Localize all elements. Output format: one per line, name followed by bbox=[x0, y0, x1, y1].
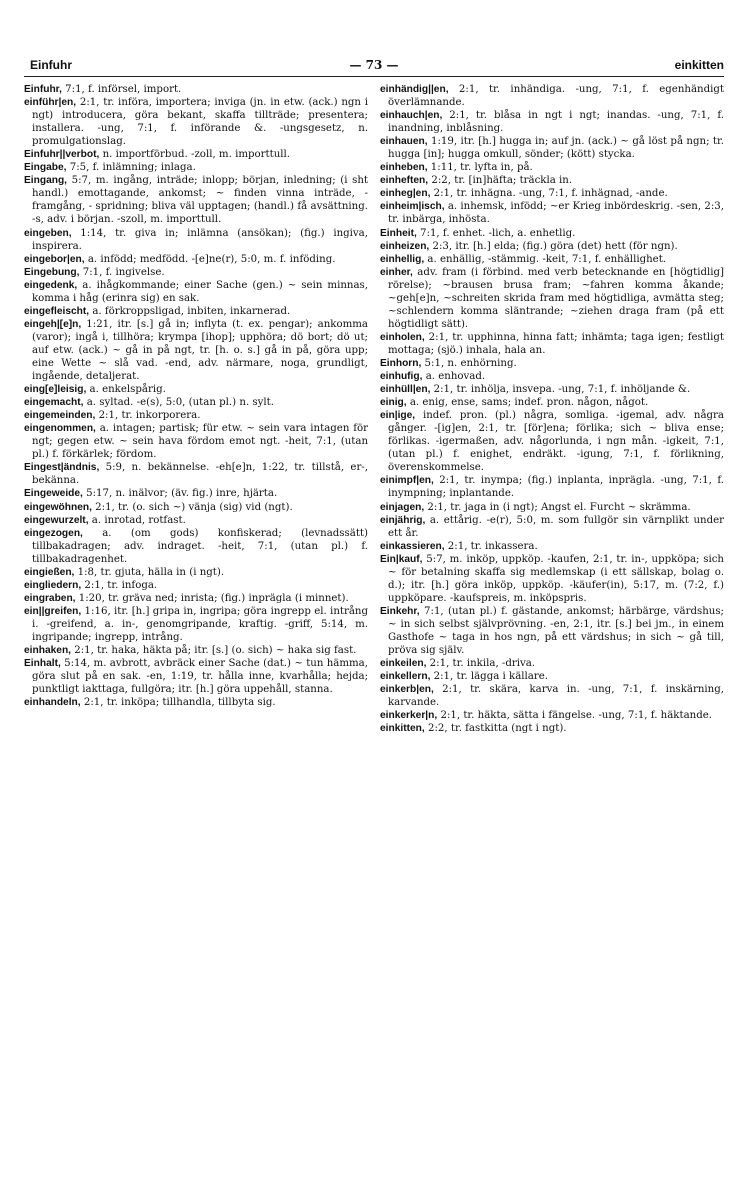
entry-headword: einheg|en, bbox=[380, 188, 431, 200]
entry-definition: a. enhällig, -stämmig. -keit, 7:1, f. enhällighet. bbox=[424, 253, 667, 265]
entry-definition: 7:1, f. enhet. -lich, a. enhetlig. bbox=[416, 227, 576, 239]
entry-definition: a. ettårig. -e(r), 5:0, m. som fullgör sin värnplikt under ett år. bbox=[388, 514, 724, 539]
dictionary-entry bbox=[380, 240, 724, 253]
entry-definition: a. syltad. -e(s), 5:0, (utan pl.) n. sylt. bbox=[83, 397, 274, 409]
entry-definition: a. inhemsk, infödd; ~er Krieg inbördeskrig. -sen, 2:3, tr. inbärga, inhösta. bbox=[388, 201, 724, 226]
entry-headword: einkellern, bbox=[380, 671, 431, 683]
dictionary-entry bbox=[24, 96, 368, 148]
entry-definition: 1:14, tr. giva in; inlämna (ansökan); (fig.) ingiva, inspirera. bbox=[32, 227, 368, 252]
entry-definition: indef. pron. (pl.) några, somliga. -igemal, adv. några gånger. -[ig]en, 2:1, tr. [för]ena; förlika; sich ~ bliva ense; förlikas. -igermaßen, adv. någorlunda, i ngn mån. -igkeit, 7:1, (utan pl.) f. enighet, endräkt. -igung, 7:1, f. förlikning, överenskommelse. bbox=[388, 410, 724, 474]
entry-headword: Ein|kauf, bbox=[380, 553, 423, 565]
entry-headword: einhaken, bbox=[24, 645, 71, 657]
entry-definition: 2:1, tr. inympa; (fig.) inplanta, inprägla. -ung, 7:1, f. inympning; inplantande. bbox=[388, 475, 724, 500]
entry-headword: eing[e]leisig, bbox=[24, 384, 87, 396]
entry-definition: 2:3, itr. [h.] elda; (fig.) göra (det) hett (för ngn). bbox=[429, 240, 678, 252]
entry-headword: Eingebung, bbox=[24, 266, 80, 278]
entry-headword: einhellig, bbox=[380, 253, 425, 265]
entry-headword: eingraben, bbox=[24, 592, 76, 604]
dictionary-entry bbox=[380, 370, 724, 383]
dictionary-entry bbox=[24, 266, 368, 279]
entry-headword: Eingeweide, bbox=[24, 488, 83, 500]
entry-headword: eingewöhnen, bbox=[24, 501, 92, 513]
entry-headword: einkerb|en, bbox=[380, 684, 434, 696]
entry-definition: 7:1, f. ingivelse. bbox=[79, 266, 165, 278]
dictionary-entry bbox=[24, 409, 368, 422]
entry-headword: einimpf|en, bbox=[380, 475, 434, 487]
dictionary-entry bbox=[24, 461, 368, 487]
entry-definition: 2:1, tr. inköpa; tillhandla, tillbyta sig. bbox=[80, 697, 276, 709]
entry-headword: einig, bbox=[380, 397, 407, 409]
dictionary-entry bbox=[24, 318, 368, 383]
entry-definition: 5:17, n. inälvor; (äv. fig.) inre, hjärta. bbox=[82, 488, 278, 500]
entry-definition: 2:1, tr. inhägna. -ung, 7:1, f. inhägnad, -ande. bbox=[430, 188, 668, 200]
dictionary-entry bbox=[24, 501, 368, 514]
dictionary-entry bbox=[24, 227, 368, 253]
entry-definition: 7:1, (utan pl.) f. gästande, ankomst; härbärge, värdshus; ~ in sich selbst självprövning. -en, 2:1, itr. [s.] bei jm., in einem Gasthofe ~ taga in hos ngn, på ett värdshus; in sich ~ gå till, pröva sig själv. bbox=[388, 605, 724, 657]
left-column bbox=[24, 83, 368, 735]
right-column bbox=[380, 83, 724, 735]
entry-headword: eingebor|en, bbox=[24, 253, 85, 265]
entry-definition: adv. fram (i förbind. med verb betecknande en [högtidlig] rörelse); ~brausen brusa fram; ~fahren komma åkande; ~geh[e]n, ~schreiten skrida fram med högtidliga, avmätta steg; ~schlendern komma släntrande; ~ziehen draga fram (på ett högtidligt sätt). bbox=[388, 266, 724, 330]
entry-definition: 2:1, tr. inhölja, insvepa. -ung, 7:1, f. inhöljande &. bbox=[430, 384, 691, 396]
entry-headword: eingemeinden, bbox=[24, 410, 96, 422]
entry-headword: ein|ige, bbox=[380, 410, 416, 422]
dictionary-entry bbox=[380, 514, 724, 540]
dictionary-entry bbox=[24, 644, 368, 657]
entry-definition: a. enig, ense, sams; indef. pron. någon, något. bbox=[406, 397, 649, 409]
entry-definition: 5:7, m. ingång, inträde; inlopp; början, inledning; (i sht handl.) emottagande, ankomst; ~ finden vinna inträde, - framgång, - spridning; bliva väl upptagen; (handl.) få avsättning. -s, adv. i början. -szoll, m. importtull. bbox=[32, 175, 368, 226]
entry-headword: eingliedern, bbox=[24, 579, 82, 591]
dictionary-entry bbox=[24, 279, 368, 305]
dictionary-entry bbox=[24, 514, 368, 527]
entry-definition: 2:1, tr. inkassera. bbox=[444, 540, 538, 552]
entry-definition: a. ihågkommande; einer Sache (gen.) ~ sein minnas, komma i håg (erinra sig) en sak. bbox=[32, 279, 368, 304]
entry-headword: eingefleischt, bbox=[24, 305, 90, 317]
entry-headword: eingewurzelt, bbox=[24, 514, 89, 526]
page-number: — 73 — bbox=[349, 58, 399, 72]
entry-definition: 7:5, f. inlämning; inlaga. bbox=[66, 162, 196, 174]
entry-definition: 2:1, tr. infoga. bbox=[81, 579, 158, 591]
entry-headword: einheften, bbox=[380, 175, 429, 187]
dictionary-entry bbox=[380, 683, 724, 709]
dictionary-entry bbox=[24, 383, 368, 396]
entry-headword: Eingabe, bbox=[24, 162, 67, 174]
entry-definition: 2:1, tr. inkila, -driva. bbox=[426, 658, 536, 670]
dictionary-entry bbox=[380, 331, 724, 357]
dictionary-entry bbox=[24, 657, 368, 696]
dictionary-entry bbox=[24, 396, 368, 409]
dictionary-entry bbox=[24, 487, 368, 500]
entry-definition: 2:1, tr. införa, importera; inviga (jn. in etw. (ack.) ngn i ngt) introducera, göra bekant, skaffa tillträde; presentera; installera. -ung, 7:1, f. införande &. -ungsgesetz, n. promulgationslag. bbox=[32, 97, 368, 148]
entry-definition: a. förkroppsligad, inbiten, inkarnerad. bbox=[89, 305, 291, 317]
entry-definition: 2:1, tr. (o. sich ~) vänja (sig) vid (ngt). bbox=[91, 501, 293, 513]
entry-headword: eingezogen, bbox=[24, 527, 83, 539]
entry-definition: a. enhovad. bbox=[422, 371, 486, 383]
page-header bbox=[24, 58, 724, 77]
entry-headword: Eingest|ändnis, bbox=[24, 462, 100, 474]
entry-definition: 5:7, m. inköp, uppköp. -kaufen, 2:1, tr. in-, uppköpa; sich ~ för betalning skaffa sig medlemskap (i ett sällskap, bolag o. d.); itr. [h.] göra inköp, uppköp. -käufer(in), 5:17, m. (7:2, f.) uppköpare. -kaufspreis, m. inköpspris. bbox=[388, 553, 724, 604]
dictionary-entry bbox=[380, 109, 724, 135]
entry-headword: einhauch|en, bbox=[380, 110, 443, 122]
entry-definition: 2:1, tr. upphinna, hinna fatt; inhämta; taga igen; festligt mottaga; (sjö.) inhala, hala an. bbox=[388, 331, 724, 356]
entry-headword: einjährig, bbox=[380, 514, 426, 526]
entry-headword: einkeilen, bbox=[380, 658, 427, 670]
dictionary-entry bbox=[380, 657, 724, 670]
dictionary-entry bbox=[380, 266, 724, 331]
dictionary-entry bbox=[24, 174, 368, 226]
entry-headword: eingießen, bbox=[24, 566, 75, 578]
entry-definition: 5:9, n. bekännelse. -eh[e]n, 1:22, tr. tillstå, er-, bekänna. bbox=[32, 462, 368, 487]
dictionary-entry bbox=[24, 592, 368, 605]
entry-definition: 7:1, f. införsel, import. bbox=[61, 84, 182, 95]
entry-definition: 2:1, tr. häkta, sätta i fängelse. -ung, 7:1, f. häktande. bbox=[437, 710, 712, 722]
entry-headword: einhändig||en, bbox=[380, 84, 449, 95]
dictionary-entry bbox=[24, 527, 368, 566]
entry-definition: 2:1, tr. skära, karva in. -ung, 7:1, f. inskärning, karvande. bbox=[388, 684, 724, 709]
dictionary-entry bbox=[24, 83, 368, 96]
dictionary-entry bbox=[380, 553, 724, 605]
dictionary-entry bbox=[24, 696, 368, 709]
entry-definition: 2:1, tr. jaga in (i ngt); Angst el. Furcht ~ skrämma. bbox=[424, 501, 691, 513]
entry-headword: einkitten, bbox=[380, 723, 425, 735]
dictionary-entry bbox=[380, 227, 724, 240]
entry-headword: einhandeln, bbox=[24, 697, 81, 709]
entry-headword: einhauen, bbox=[380, 136, 428, 148]
entry-headword: Eingang, bbox=[24, 175, 68, 187]
dictionary-entry bbox=[380, 474, 724, 500]
entry-headword: Einkehr, bbox=[380, 605, 420, 617]
entry-definition: a. enkelspårig. bbox=[86, 384, 166, 396]
entry-definition: 2:1, tr. blåsa in ngt i ngt; inandas. -ung, 7:1, f. inandning, inblåsning. bbox=[388, 110, 724, 135]
dictionary-entry bbox=[380, 187, 724, 200]
entry-headword: Einfuhr, bbox=[24, 84, 62, 95]
entry-headword: einkerker|n, bbox=[380, 710, 438, 722]
dictionary-entry bbox=[24, 579, 368, 592]
entry-headword: einholen, bbox=[380, 331, 425, 343]
entry-definition: a. intagen; partisk; für etw. ~ sein vara intagen för ngt; gegen etw. ~ sein hava fördom emot ngt. -heit, 7:1, (utan pl.) f. förkärlek; fördom. bbox=[32, 423, 368, 461]
entry-definition: 2:1, tr. inhändiga. -ung, 7:1, f. egenhändigt överlämnande. bbox=[388, 84, 724, 109]
entry-headword: Einfuhr||verbot, bbox=[24, 149, 100, 161]
dictionary-entry bbox=[380, 357, 724, 370]
dictionary-entry bbox=[380, 670, 724, 683]
entry-headword: einher, bbox=[380, 266, 413, 278]
entry-headword: Einhorn, bbox=[380, 357, 422, 369]
entry-definition: 1:11, tr. lyfta in, på. bbox=[427, 162, 533, 174]
entry-definition: 2:2, tr. [in]häfta; träckla in. bbox=[428, 175, 573, 187]
dictionary-entry bbox=[24, 566, 368, 579]
dictionary-entry bbox=[380, 253, 724, 266]
entry-definition: a. inrotad, rotfast. bbox=[88, 514, 186, 526]
dictionary-entry bbox=[380, 540, 724, 553]
entry-headword: einjagen, bbox=[380, 501, 425, 513]
entry-headword: eingeh|[e]n, bbox=[24, 318, 82, 330]
dictionary-entry bbox=[380, 383, 724, 396]
dictionary-entry bbox=[24, 161, 368, 174]
dictionary-entry bbox=[380, 135, 724, 161]
entry-definition: 5:14, m. avbrott, avbräck einer Sache (dat.) ~ tun hämma, göra slut på en sak. -en, 1:19, tr. hålla inne, kvarhålla; hejda; punktligt iakttaga, fullgöra; itr. [h.] göra uppehåll, stanna. bbox=[32, 658, 368, 696]
entry-headword: Einhalt, bbox=[24, 658, 61, 670]
entry-definition: 2:1, tr. lägga i källare. bbox=[430, 671, 548, 683]
entry-definition: 1:8, tr. gjuta, hälla in (i ngt). bbox=[74, 566, 225, 578]
dictionary-page bbox=[24, 58, 724, 1118]
dictionary-entry bbox=[24, 305, 368, 318]
entry-headword: ein||greifen, bbox=[24, 605, 82, 617]
entry-definition: 2:2, tr. fastkitta (ngt i ngt). bbox=[424, 723, 567, 735]
entry-headword: einkassieren, bbox=[380, 540, 445, 552]
entry-definition: 1:21, itr. [s.] gå in; inflyta (t. ex. pengar); ankomma (varor); ingå i, tillhöra; krympa [ihop]; upphöra; dö bort; dö ut; auf etw. (ack.) ~ gå in på ngt, tr. [h. o. s.] gå in på, göra upp; eine Wette ~ slå vad. -end, adv. närmare, noga, grundligt, ingående, detaljerat. bbox=[32, 318, 368, 383]
dictionary-entry bbox=[380, 396, 724, 409]
dictionary-entry bbox=[380, 200, 724, 226]
entry-headword: eingeben, bbox=[24, 227, 72, 239]
entry-definition: 2:1, tr. haka, häkta på; itr. [s.] (o. sich) ~ haka sig fast. bbox=[71, 645, 357, 657]
entry-headword: einführ|en, bbox=[24, 97, 77, 109]
dictionary-entry bbox=[24, 605, 368, 644]
entry-definition: 1:20, tr. gräva ned; inrista; (fig.) inprägla (i minnet). bbox=[75, 592, 349, 604]
header-first-word: Einfuhr bbox=[30, 58, 72, 72]
dictionary-entry bbox=[380, 83, 724, 109]
entry-headword: einhüll|en, bbox=[380, 384, 431, 396]
entry-definition: a. infödd; medfödd. -[e]ne(r), 5:0, m. f. inföding. bbox=[84, 253, 336, 265]
entry-definition: 1:19, itr. [h.] hugga in; auf jn. (ack.) ~ gå löst på ngn; tr. hugga [in]; hugga omkull, sönder; (kött) stycka. bbox=[388, 136, 724, 161]
entry-headword: einheben, bbox=[380, 162, 428, 174]
dictionary-entry bbox=[24, 253, 368, 266]
dictionary-entry bbox=[380, 605, 724, 657]
entry-headword: eingenommen, bbox=[24, 423, 96, 435]
entry-headword: Einheit, bbox=[380, 227, 417, 239]
entry-definition: 2:1, tr. inkorporera. bbox=[95, 410, 201, 422]
entry-definition: a. (om gods) konfiskerad; (levnadssätt) tillbakadragen; adv. indraget. -heit, 7:1, (utan pl.) f. tillbakadragenhet. bbox=[32, 527, 368, 565]
entry-headword: einheim|isch, bbox=[380, 201, 445, 213]
entry-headword: eingedenk, bbox=[24, 279, 78, 291]
dictionary-entry bbox=[24, 148, 368, 161]
dictionary-entry bbox=[380, 161, 724, 174]
dictionary-entry bbox=[380, 501, 724, 514]
dictionary-entry bbox=[380, 722, 724, 735]
entry-headword: eingemacht, bbox=[24, 397, 84, 409]
dictionary-entry bbox=[380, 709, 724, 722]
entry-headword: einheizen, bbox=[380, 240, 430, 252]
text-columns bbox=[24, 83, 724, 735]
header-last-word: einkitten bbox=[674, 58, 724, 72]
entry-definition: 5:1, n. enhörning. bbox=[421, 357, 517, 369]
entry-headword: einhufig, bbox=[380, 371, 423, 383]
dictionary-entry bbox=[380, 174, 724, 187]
entry-definition: 1:16, itr. [h.] gripa in, ingripa; göra ingrepp el. intrång i. -greifend, a. in-, genomgripande, kraftig. -griff, 5:14, m. ingripande; ingrepp, intrång. bbox=[32, 605, 368, 643]
dictionary-entry bbox=[24, 422, 368, 461]
entry-definition: n. importförbud. -zoll, m. importtull. bbox=[99, 149, 291, 161]
dictionary-entry bbox=[380, 409, 724, 474]
